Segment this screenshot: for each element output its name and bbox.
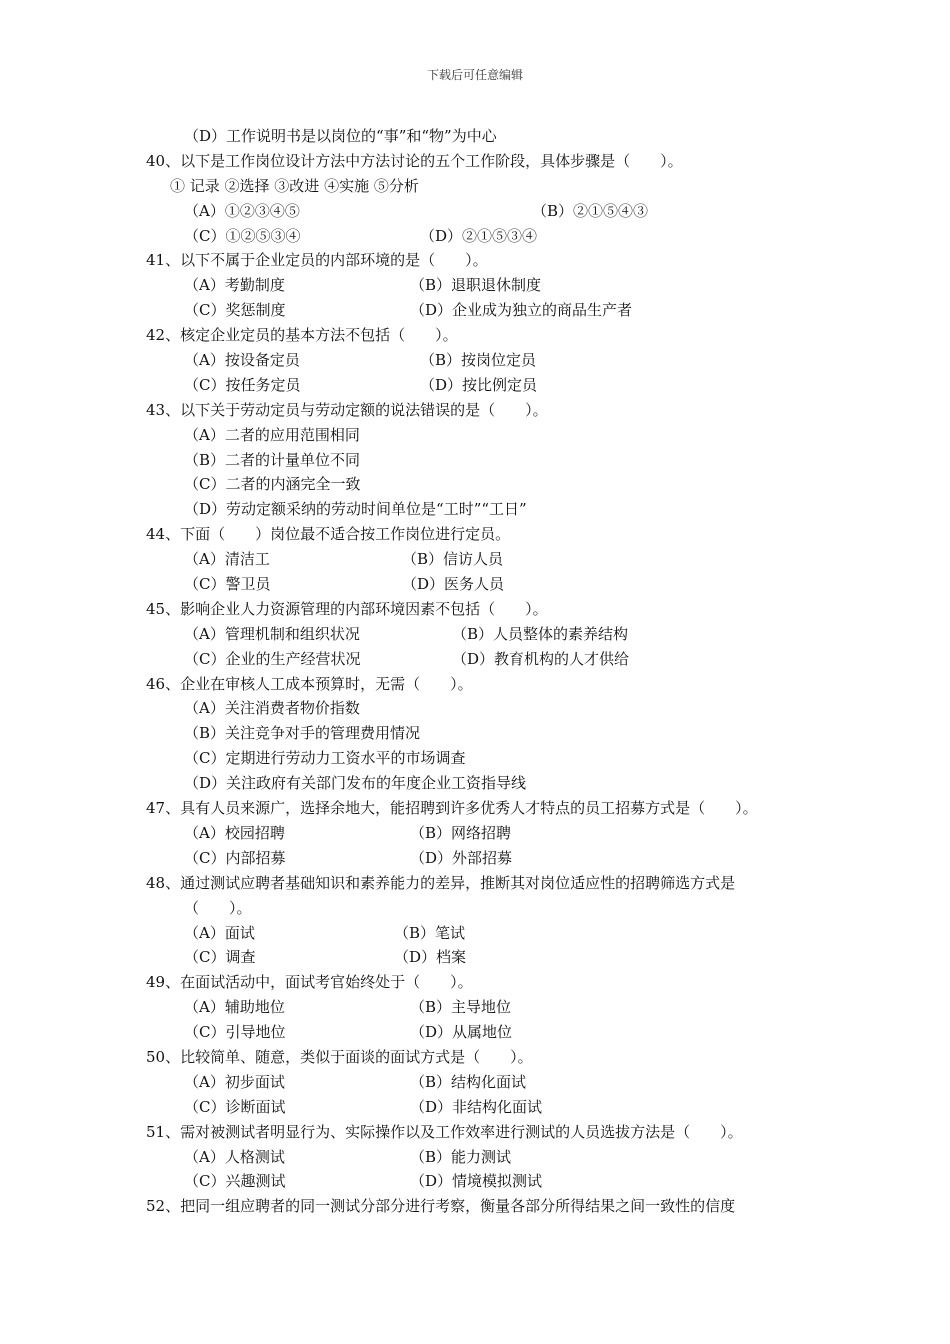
option-right: （D）医务人员 [402, 575, 505, 594]
option-row [146, 1070, 826, 1095]
option-text: （ ）。 [184, 898, 252, 917]
option-right: （D）档案 [394, 948, 467, 967]
option-left: （C）引导地位 [184, 1023, 286, 1042]
option-right: （B）人员整体的素养结构 [452, 624, 629, 643]
option-left: （A）面试 [184, 923, 255, 942]
question-text: 40、以下是工作岗位设计方法中方法讨论的五个工作阶段，具体步骤是（ ）。 [146, 151, 683, 170]
option-right: （D）外部招募 [410, 848, 513, 867]
option-text: （B）二者的计量单位不同 [184, 450, 361, 469]
question-text: 46、企业在审核人工成本预算时，无需（ ）。 [146, 674, 473, 693]
option-text: （D）工作说明书是以岗位的“事”和“物”为中心 [184, 127, 497, 145]
option-left: （C）兴趣测试 [184, 1172, 286, 1191]
option-right: （D）②①⑤③④ [420, 226, 538, 245]
option-left: （C）内部招募 [184, 848, 286, 867]
question-text: 48、通过测试应聘者基础知识和素养能力的差异，推断其对岗位适应性的招聘筛选方式是 [146, 873, 736, 892]
option-left: （A）按设备定员 [184, 351, 300, 370]
option-row [146, 1169, 826, 1194]
option-row [146, 945, 826, 970]
option-row [146, 921, 826, 946]
option-text: （C）二者的内涵完全一致 [184, 475, 361, 494]
option-right: （D）情境模拟测试 [410, 1172, 543, 1191]
option-row [146, 1095, 826, 1120]
option-row [146, 373, 826, 398]
question-text: 43、以下关于劳动定员与劳动定额的说法错误的是（ ）。 [146, 400, 548, 419]
question-text: 45、影响企业人力资源管理的内部环境因素不包括（ ）。 [146, 599, 548, 618]
option-row [146, 1020, 826, 1045]
question-text: 47、具有人员来源广，选择余地大，能招聘到许多优秀人才特点的员工招募方式是（ ）。 [146, 799, 758, 818]
option-row [146, 622, 826, 647]
option-left: （C）调查 [184, 948, 256, 967]
document-body [146, 124, 826, 1219]
option-right: （D）从属地位 [410, 1023, 513, 1042]
question-text: 52、把同一组应聘者的同一测试分部分进行考察，衡量各部分所得结果之间一致性的信度 [146, 1197, 736, 1216]
page-header: 下载后可任意编辑 [426, 68, 523, 82]
option-text: （A）关注消费者物价指数 [184, 699, 360, 718]
option-left: （A）考勤制度 [184, 276, 285, 295]
option-right: （D）非结构化面试 [410, 1097, 543, 1116]
option-text: （A）二者的应用范围相同 [184, 425, 360, 444]
option-row [146, 273, 826, 298]
option-right: （B）②①⑤④③ [532, 201, 649, 220]
option-row [146, 846, 826, 871]
option-left: （C）按任务定员 [184, 375, 301, 394]
option-text: （D）关注政府有关部门发布的年度企业工资指导线 [184, 774, 527, 793]
option-left: （A）①②③④⑤ [184, 201, 300, 220]
option-right: （B）笔试 [394, 923, 466, 942]
option-right: （B）退职退休制度 [410, 276, 542, 295]
question-text: 50、比较简单、随意，类似于面谈的面试方式是（ ）。 [146, 1047, 533, 1066]
option-row [146, 1145, 826, 1170]
option-left: （C）警卫员 [184, 575, 271, 594]
question-text: 51、需对被测试者明显行为、实际操作以及工作效率进行测试的人员选拔方法是（ ）。 [146, 1122, 743, 1141]
option-left: （A）人格测试 [184, 1147, 285, 1166]
option-left: （C）诊断面试 [184, 1097, 286, 1116]
option-left: （C）奖惩制度 [184, 301, 286, 320]
question-text: 44、下面（ ）岗位最不适合按工作岗位进行定员。 [146, 525, 511, 544]
option-row [146, 199, 826, 224]
option-right: （B）能力测试 [410, 1147, 512, 1166]
option-row [146, 298, 826, 323]
option-row [146, 547, 826, 572]
option-row [146, 821, 826, 846]
option-right: （B）按岗位定员 [420, 351, 537, 370]
option-right: （B）信访人员 [402, 550, 504, 569]
question-text: 49、在面试活动中，面试考官始终处于（ ）。 [146, 973, 473, 992]
option-text: （B）关注竞争对手的管理费用情况 [184, 724, 421, 743]
option-left: （A）初步面试 [184, 1072, 285, 1091]
option-left: （A）辅助地位 [184, 998, 285, 1017]
option-right: （D）按比例定员 [420, 375, 538, 394]
option-left: （A）校园招聘 [184, 823, 285, 842]
option-left: （C）①②⑤③④ [184, 226, 301, 245]
option-left: （A）清洁工 [184, 550, 270, 569]
option-row [146, 348, 826, 373]
question-text: 42、核定企业定员的基本方法不包括（ ）。 [146, 326, 458, 345]
question-text: 41、以下不属于企业定员的内部环境的是（ ）。 [146, 251, 488, 270]
option-left: （C）企业的生产经营状况 [184, 649, 361, 668]
option-row [146, 572, 826, 597]
option-right: （B）结构化面试 [410, 1072, 527, 1091]
option-right: （B）网络招聘 [410, 823, 512, 842]
option-row [146, 224, 826, 249]
option-right: （D）企业成为独立的商品生产者 [410, 301, 633, 320]
option-left: （A）管理机制和组织状况 [184, 624, 360, 643]
option-right: （D）教育机构的人才供给 [452, 649, 630, 668]
option-text: （D）劳动定额采纳的劳动时间单位是“工时”“工日” [184, 500, 527, 519]
option-row [146, 647, 826, 672]
option-row [146, 995, 826, 1020]
option-text: （C）定期进行劳动力工资水平的市场调查 [184, 749, 466, 768]
option-right: （B）主导地位 [410, 998, 512, 1017]
option-text: ① 记录 ②选择 ③改进 ④实施 ⑤分析 [170, 176, 419, 195]
